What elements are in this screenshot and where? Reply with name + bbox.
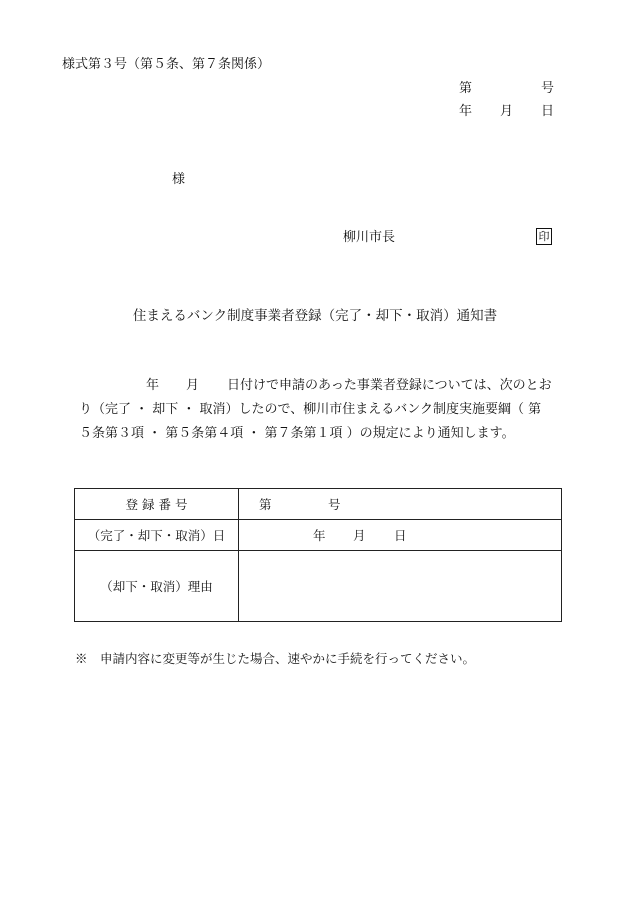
body-line-2: り（完了 ・ 却下 ・ 取消）したので、柳川市住まえるバンク制度実施要綱（ 第 xyxy=(79,402,542,417)
registration-info-table xyxy=(74,488,562,622)
table-row xyxy=(75,520,562,551)
action-date-field[interactable] xyxy=(239,520,562,551)
table-row xyxy=(75,551,562,622)
date-month: 月 xyxy=(500,104,514,119)
body-year: 年 xyxy=(146,378,160,393)
reason-label: （却下・取消）理由 xyxy=(75,551,239,622)
registration-number-prefix: 第 xyxy=(259,497,272,512)
form-number-label: 様式第３号（第５条、第７条関係） xyxy=(62,57,271,72)
doc-number-suffix: 号 xyxy=(541,81,555,96)
date-year: 年 xyxy=(459,104,473,119)
action-date-month: 月 xyxy=(353,528,366,543)
registration-number-label: 登 録 番 号 xyxy=(75,489,239,520)
addressee-honorific: 様 xyxy=(172,172,186,187)
registration-number-field[interactable] xyxy=(239,489,562,520)
date-day: 日 xyxy=(541,104,555,119)
action-date-label: （完了・却下・取消）日 xyxy=(75,520,239,551)
reason-field[interactable] xyxy=(239,551,562,622)
body-line-1-text: 日付けで申請のあった事業者登録については、次のとお xyxy=(227,378,552,393)
seal-stamp: 印 xyxy=(536,228,552,245)
action-date-year: 年 xyxy=(313,528,326,543)
body-line-3: ５条第３項 ・ 第５条第４項 ・ 第７条第１項 ）の規定により通知します。 xyxy=(79,426,515,441)
table-row xyxy=(75,489,562,520)
action-date-day: 日 xyxy=(394,528,407,543)
body-month: 月 xyxy=(186,378,200,393)
issuer-name: 柳川市長 xyxy=(343,230,396,245)
registration-number-suffix: 号 xyxy=(328,497,341,512)
doc-number-prefix: 第 xyxy=(459,81,473,96)
document-title: 住まえるバンク制度事業者登録（完了・却下・取消）通知書 xyxy=(132,308,498,324)
footnote: ※ 申請内容に変更等が生じた場合、速やかに手続を行ってください。 xyxy=(75,651,476,666)
